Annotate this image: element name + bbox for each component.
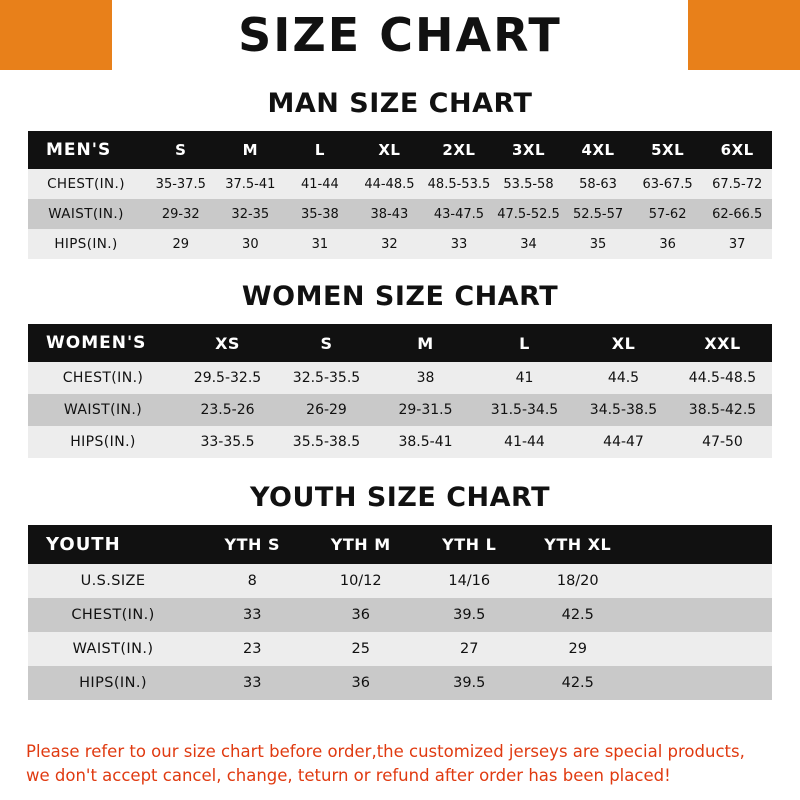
table-cell: 42.5 xyxy=(561,607,594,623)
table-cell: 10/12 xyxy=(339,573,382,589)
column-header: WOMEN'S xyxy=(46,333,147,353)
column-header: YTH S xyxy=(224,535,280,554)
table-cell-empty xyxy=(632,666,772,700)
table-cell: 29 xyxy=(568,641,587,657)
table-row xyxy=(28,426,772,458)
table-cell: 44.5-48.5 xyxy=(688,370,757,386)
table-row xyxy=(28,229,772,259)
column-header: XL xyxy=(611,333,636,353)
table-cell: 31.5-34.5 xyxy=(490,402,559,418)
table-cell: 57-62 xyxy=(648,206,687,222)
table-cell: 53.5-58 xyxy=(503,176,554,192)
column-header: 2XL xyxy=(442,141,476,159)
table-cell: 36 xyxy=(351,607,370,623)
column-header: YOUTH xyxy=(46,534,121,555)
table-cell-empty xyxy=(632,632,772,666)
table-cell: 42.5 xyxy=(561,675,594,691)
row-label: WAIST(IN.) xyxy=(63,402,143,418)
table-cell: 35 xyxy=(589,236,607,252)
table-cell: 29-32 xyxy=(161,206,200,222)
table-cell: 63-67.5 xyxy=(642,176,693,192)
column-header: XS xyxy=(215,333,240,353)
column-header: 5XL xyxy=(651,141,685,159)
row-label: HIPS(IN.) xyxy=(79,675,147,691)
table-cell: 41 xyxy=(515,370,534,386)
footer-note-line-2: we don't accept cancel, change, teturn or refund after order has been placed! xyxy=(26,766,671,786)
table-cell: 18/20 xyxy=(556,573,599,589)
table-cell: 23 xyxy=(243,641,262,657)
table-row xyxy=(28,666,772,700)
table-cell: 25 xyxy=(351,641,370,657)
footer-note xyxy=(0,740,800,788)
table-cell: 34.5-38.5 xyxy=(589,402,658,418)
row-label: HIPS(IN.) xyxy=(70,434,136,450)
youth-section-heading: YOUTH SIZE CHART xyxy=(249,482,551,513)
page-title: SIZE CHART xyxy=(238,8,562,62)
column-header: M xyxy=(242,141,259,159)
table-cell: 35-38 xyxy=(300,206,339,222)
column-header: 3XL xyxy=(511,141,546,159)
table-row xyxy=(28,394,772,426)
column-header: YTH M xyxy=(330,535,391,554)
banner-right-accent xyxy=(688,0,800,70)
table-cell: 39.5 xyxy=(453,675,486,691)
table-cell: 35-37.5 xyxy=(155,176,206,192)
column-spacer xyxy=(632,525,772,564)
table-cell: 43-47.5 xyxy=(433,206,485,222)
column-header: S xyxy=(175,141,187,159)
table-cell: 33 xyxy=(243,675,262,691)
table-cell: 32 xyxy=(381,236,398,252)
table-header-row xyxy=(28,525,772,564)
header-banner xyxy=(0,0,800,70)
row-label: U.S.SIZE xyxy=(80,573,146,589)
women-section-heading: WOMEN SIZE CHART xyxy=(241,281,559,312)
table-cell: 29.5-32.5 xyxy=(193,370,262,386)
women-size-table xyxy=(28,324,772,458)
table-row xyxy=(28,169,772,199)
table-cell: 30 xyxy=(242,236,259,252)
table-cell: 41-44 xyxy=(300,176,339,192)
table-cell: 32-35 xyxy=(231,206,270,222)
man-section-heading: MAN SIZE CHART xyxy=(267,88,533,119)
column-header: YTH XL xyxy=(544,535,612,554)
row-label: CHEST(IN.) xyxy=(62,370,144,386)
table-row xyxy=(28,362,772,394)
table-cell: 33-35.5 xyxy=(200,434,255,450)
row-label: CHEST(IN.) xyxy=(71,607,155,623)
row-label: CHEST(IN.) xyxy=(47,176,125,192)
banner-title-plate xyxy=(112,0,688,70)
row-label: WAIST(IN.) xyxy=(72,641,154,657)
women-table-body xyxy=(28,362,772,458)
table-row xyxy=(28,632,772,666)
table-row xyxy=(28,564,772,598)
column-header: MEN'S xyxy=(46,140,112,160)
man-table-wrap xyxy=(28,131,772,259)
table-cell: 39.5 xyxy=(453,607,486,623)
table-cell: 36 xyxy=(659,236,676,252)
table-cell: 36 xyxy=(351,675,370,691)
table-cell: 29-31.5 xyxy=(398,402,453,418)
youth-table-wrap xyxy=(28,525,772,700)
table-row xyxy=(28,598,772,632)
column-header: YTH L xyxy=(442,535,497,554)
table-cell-empty xyxy=(632,598,772,632)
table-cell: 35.5-38.5 xyxy=(292,434,361,450)
youth-table-body xyxy=(28,564,772,700)
column-header: XL xyxy=(378,141,401,159)
table-cell: 33 xyxy=(243,607,262,623)
table-cell: 47.5-52.5 xyxy=(497,206,560,222)
table-cell: 14/16 xyxy=(448,573,491,589)
table-cell: 32.5-35.5 xyxy=(292,370,361,386)
table-cell: 62-66.5 xyxy=(712,206,763,222)
table-cell: 27 xyxy=(460,641,479,657)
column-header: XXL xyxy=(704,333,741,353)
table-cell: 44-47 xyxy=(603,434,644,450)
column-header: 4XL xyxy=(581,141,615,159)
table-cell: 38-43 xyxy=(370,206,409,222)
row-label: HIPS(IN.) xyxy=(54,236,118,252)
table-cell: 31 xyxy=(311,236,329,252)
column-header: S xyxy=(320,333,333,353)
man-table-head xyxy=(28,131,772,169)
table-cell: 38.5-42.5 xyxy=(688,402,757,418)
youth-size-table xyxy=(28,525,772,700)
table-cell: 52.5-57 xyxy=(572,206,624,222)
table-cell: 67.5-72 xyxy=(712,176,763,192)
table-cell: 29 xyxy=(172,236,190,252)
man-size-table xyxy=(28,131,772,259)
table-cell: 26-29 xyxy=(306,402,347,418)
table-header-row xyxy=(28,324,772,362)
table-row xyxy=(28,199,772,229)
table-cell: 38.5-41 xyxy=(398,434,453,450)
table-cell: 37.5-41 xyxy=(225,176,276,192)
table-cell: 47-50 xyxy=(702,434,743,450)
table-cell: 38 xyxy=(416,370,435,386)
women-table-wrap xyxy=(28,324,772,458)
table-cell: 48.5-53.5 xyxy=(427,176,491,192)
column-header: L xyxy=(519,333,530,353)
table-cell: 41-44 xyxy=(504,434,545,450)
table-cell: 23.5-26 xyxy=(200,402,255,418)
table-cell-empty xyxy=(632,564,772,598)
table-cell: 44.5 xyxy=(607,370,640,386)
column-header: 6XL xyxy=(720,141,754,159)
column-header: L xyxy=(314,141,325,159)
table-cell: 58-63 xyxy=(579,176,617,192)
column-header: M xyxy=(417,333,434,353)
table-cell: 34 xyxy=(520,236,537,252)
table-cell: 33 xyxy=(450,236,468,252)
table-cell: 8 xyxy=(247,573,257,589)
row-label: WAIST(IN.) xyxy=(48,206,124,222)
table-header-row xyxy=(28,131,772,169)
table-cell: 37 xyxy=(728,236,746,252)
women-table-head xyxy=(28,324,772,362)
youth-table-head xyxy=(28,525,772,564)
footer-note-line-1: Please refer to our size chart before order,the customized jerseys are special products, xyxy=(26,742,745,762)
man-table-body xyxy=(28,169,772,259)
banner-left-accent xyxy=(0,0,112,70)
table-cell: 44-48.5 xyxy=(364,176,415,192)
